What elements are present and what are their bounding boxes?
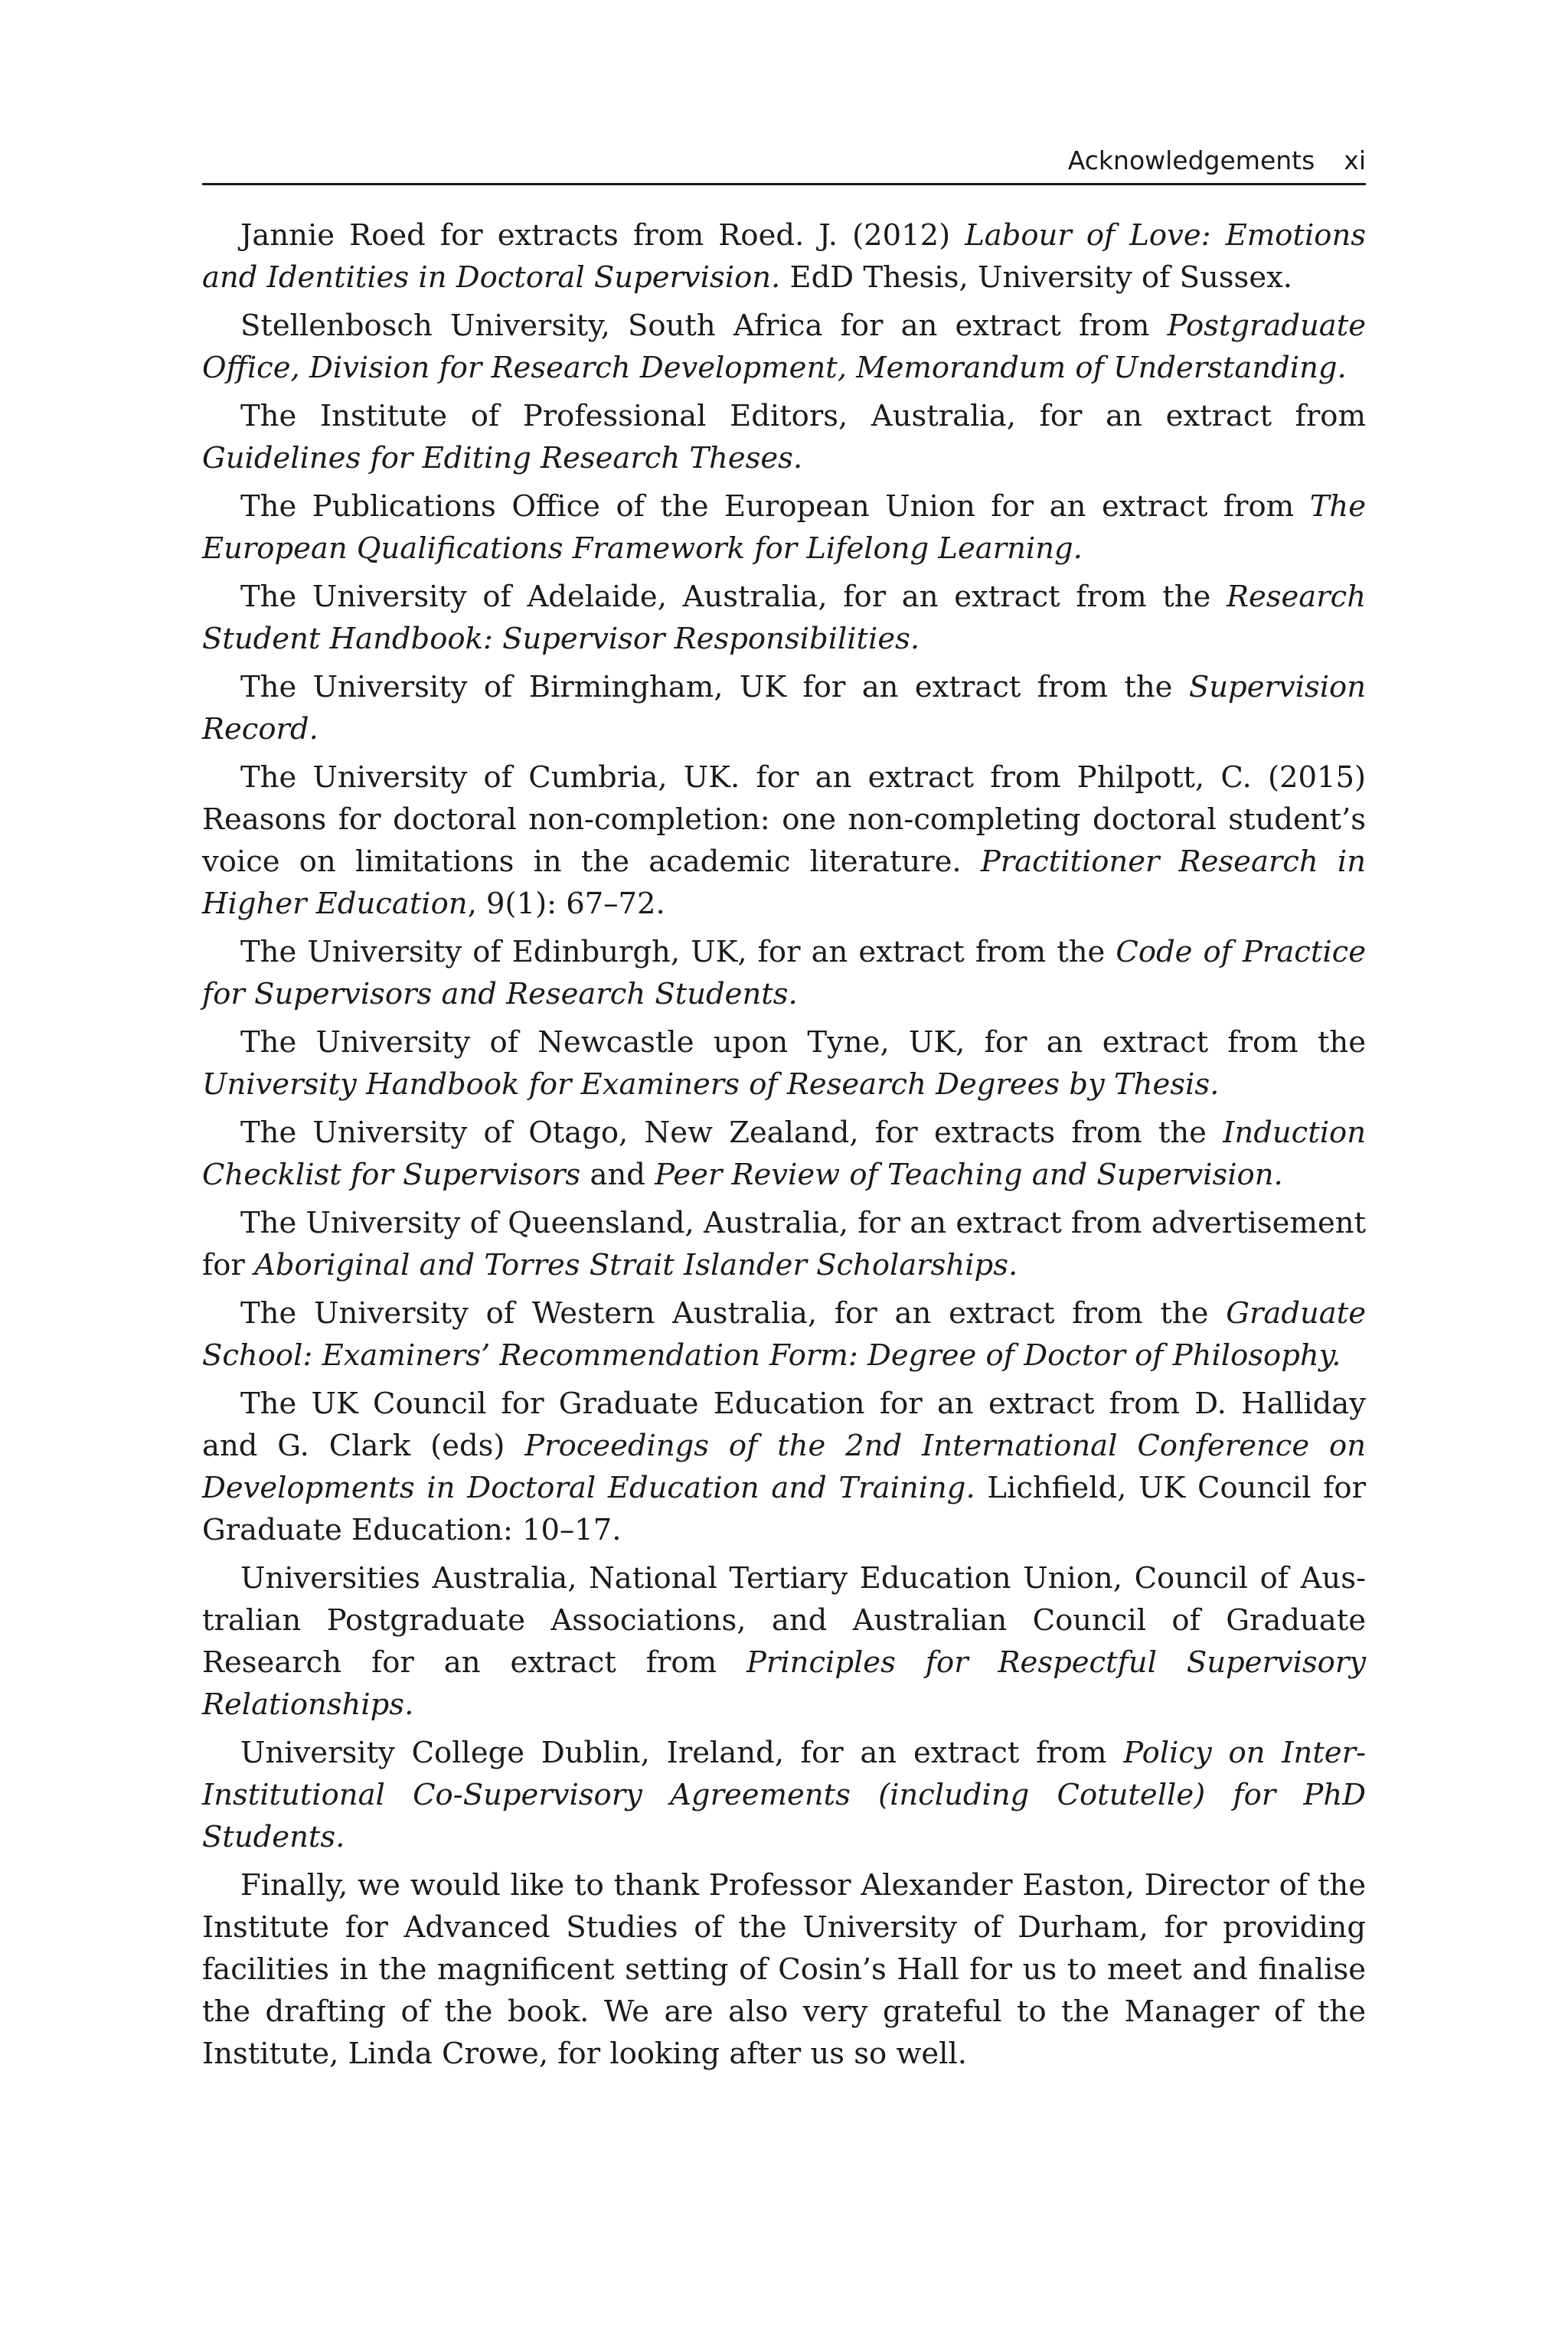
paragraph-text: University College Dublin, Ireland, for an extract from bbox=[240, 1736, 1124, 1770]
paragraph-text: Stellenbosch University, South Africa for an extract from bbox=[240, 309, 1168, 343]
running-header-title: Acknowledgements bbox=[1067, 145, 1315, 175]
italic-title-text: Research Student Handbook: Supervisor Responsibilities. bbox=[202, 580, 1366, 656]
italic-title-text: Postgraduate Office, Division for Research Development, Memorandum of Understanding. bbox=[202, 309, 1366, 385]
italic-title-text: Guidelines for Editing Research Theses. bbox=[202, 441, 803, 475]
italic-title-text: Graduate School: Examiners’ Recommendation Form: Degree of Doctor of Philosophy. bbox=[202, 1296, 1366, 1373]
paragraph-text: The University of Western Australia, for an extract from the bbox=[240, 1296, 1227, 1331]
paragraph-text: The Publications Office of the European Union for an extract from bbox=[240, 489, 1310, 524]
paragraph-text: The University of Otago, New Zealand, for extracts from the bbox=[240, 1116, 1223, 1150]
italic-title-text: Code of Practice for Supervisors and Research Students. bbox=[202, 935, 1366, 1011]
paragraph-text: The University of Queensland, Australia, for an extract from advertisement for bbox=[202, 1206, 1366, 1282]
acknowledgement-paragraph bbox=[202, 1732, 1366, 1858]
paragraph-text: The University of Edinburgh, UK, for an extract from the bbox=[240, 935, 1116, 969]
paragraph-text: Universities Australia, National Tertiary Education Union, Council of Australian Postgraduate Associations, and Australian Council of Graduate Research for an extract from bbox=[202, 1561, 1366, 1680]
paragraph-text: Lichfield, UK Council for Graduate Education: 10–17. bbox=[202, 1471, 1366, 1547]
paragraph-text: The UK Council for Graduate Education for an extract from D. Halliday and G. Clark (eds) bbox=[202, 1387, 1366, 1463]
acknowledgement-paragraph bbox=[202, 305, 1366, 389]
acknowledgements-body bbox=[202, 214, 1366, 2075]
acknowledgement-paragraph bbox=[202, 1557, 1366, 1726]
book-page bbox=[202, 145, 1366, 2081]
italic-title-text: Practitioner Research in Higher Education bbox=[202, 844, 1366, 921]
acknowledgement-paragraph bbox=[202, 1292, 1366, 1377]
italic-title-text: Aboriginal and Torres Strait Islander Scholarships. bbox=[254, 1248, 1018, 1282]
acknowledgement-paragraph bbox=[202, 1112, 1366, 1196]
paragraph-text: The University of Newcastle upon Tyne, UK, for an extract from the bbox=[240, 1025, 1366, 1060]
acknowledgement-paragraph bbox=[202, 756, 1366, 925]
paragraph-text: Finally, we would like to thank Professor Alexander Easton, Director of the Institute for Advanced Studies of the University of Durham, for providing facilities in the magnificent setting of Cosin’s Hall for us to meet and finalise the drafting of the book. We are also very grateful to the Manager of the Institute, Linda Crowe, for looking after us so well. bbox=[202, 1868, 1366, 2071]
italic-title-text: University Handbook for Examiners of Research Degrees by Thesis. bbox=[202, 1067, 1220, 1102]
italic-title-text: Induction Checklist for Supervisors bbox=[202, 1116, 1366, 1192]
acknowledgement-paragraph bbox=[202, 395, 1366, 479]
paragraph-text: The University of Cumbria, UK. for an extract from Philpott, C. (2015) Reasons for doctoral non-completion: one non-completing doctoral student’s voice on limitations in the academic literature. bbox=[202, 760, 1366, 879]
paragraph-text: Jannie Roed for extracts from Roed. J. (2012) bbox=[240, 218, 965, 253]
acknowledgement-paragraph bbox=[202, 1202, 1366, 1286]
acknowledgement-paragraph bbox=[202, 1383, 1366, 1551]
paragraph-text: and bbox=[580, 1158, 655, 1192]
italic-title-text: The European Qualifications Framework for Lifelong Learning. bbox=[202, 489, 1366, 566]
page-number: xi bbox=[1344, 145, 1366, 175]
italic-title-text: Supervision Record. bbox=[202, 670, 1366, 746]
acknowledgement-paragraph bbox=[202, 214, 1366, 299]
acknowledgement-paragraph bbox=[202, 1864, 1366, 2075]
paragraph-text: EdD Thesis, University of Sussex. bbox=[780, 260, 1293, 295]
italic-title-text: Labour of Love: Emotions and Identities in Doctoral Supervision. bbox=[202, 218, 1366, 295]
running-header bbox=[202, 145, 1366, 185]
italic-title-text: Principles for Respectful Supervisory Relationships. bbox=[202, 1645, 1366, 1722]
paragraph-text: The Institute of Professional Editors, Australia, for an extract from bbox=[240, 399, 1366, 433]
italic-title-text: Proceedings of the 2nd International Conference on Developments in Doctoral Education and Training. bbox=[202, 1429, 1366, 1505]
paragraph-text: The University of Adelaide, Australia, for an extract from the bbox=[240, 580, 1227, 614]
acknowledgement-paragraph bbox=[202, 666, 1366, 750]
paragraph-text: The University of Birmingham, UK for an extract from the bbox=[240, 670, 1189, 704]
acknowledgement-paragraph bbox=[202, 485, 1366, 570]
italic-title-text: Peer Review of Teaching and Supervision. bbox=[655, 1158, 1283, 1192]
acknowledgement-paragraph bbox=[202, 1021, 1366, 1106]
paragraph-text: , 9(1): 67–72. bbox=[467, 887, 665, 921]
acknowledgement-paragraph bbox=[202, 931, 1366, 1015]
acknowledgement-paragraph bbox=[202, 576, 1366, 660]
italic-title-text: Policy on Inter-Institutional Co-Supervisory Agreements (including Cotutelle) for PhD Students. bbox=[202, 1736, 1366, 1854]
